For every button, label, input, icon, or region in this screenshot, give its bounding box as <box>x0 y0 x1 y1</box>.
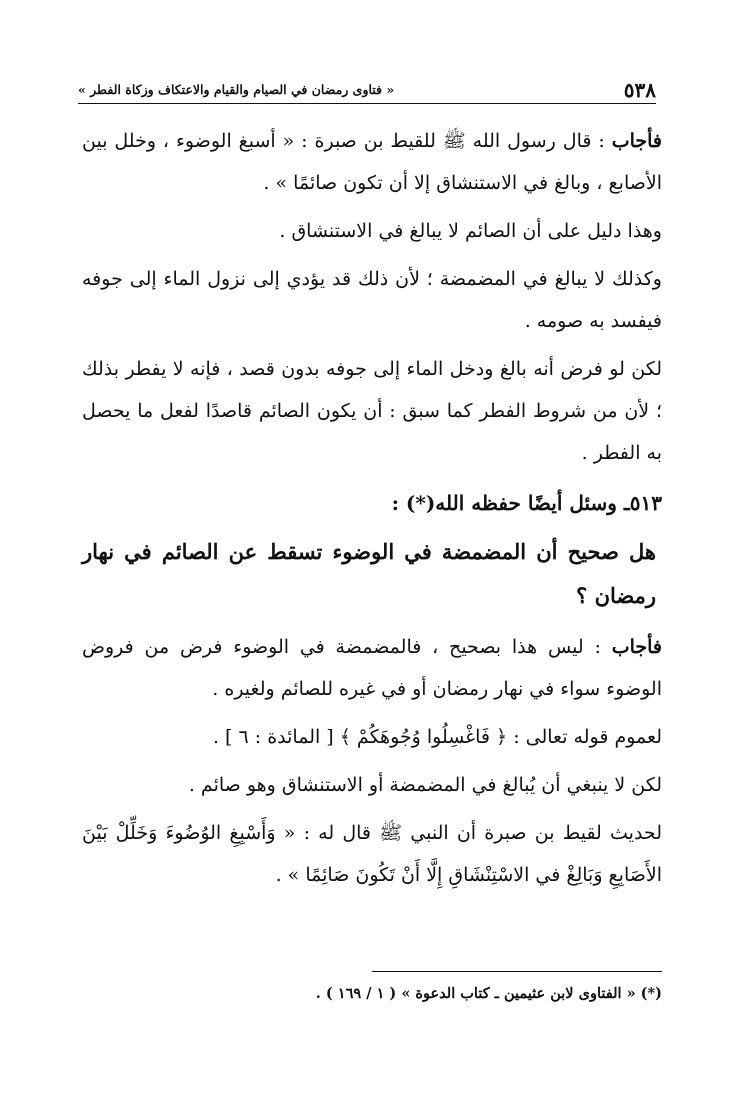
answer-text: : قال رسول الله ﷺ للقيط بن صبرة : « أسبغ الوضوء ، وخلل بين الأصابع ، وبالغ في الاستنشاق إلا أن تكون صائمًا » . <box>82 130 662 194</box>
paragraph-6: لعموم قوله تعالى : ﴿ فَاغْسِلُوا وُجُوهَكُمْ ﴾ [ المائدة : ٦ ] . <box>212 726 662 748</box>
answer-lead: فأجاب <box>611 636 662 658</box>
question-title: ٥١٣ـ وسئل أيضًا حفظه الله(*) : <box>391 491 662 515</box>
footnote-rule <box>372 971 662 972</box>
answer-text: : ليس هذا بصحيح ، فالمضمضة في الوضوء فرض من فروض الوضوء سواء في نهار رمضان أو في غيره للصائم ولغيره . <box>82 636 662 700</box>
paragraph-4: لكن لو فرض أنه بالغ ودخل الماء إلى جوفه بدون قصد ، فإنه لا يفطر بذلك ؛ لأن من شروط الفطر كما سبق : أن يكون الصائم قاصدًا لفعل ما يحصل به الفطر . <box>82 358 662 464</box>
paragraph-7: لكن لا ينبغي أن يُبالغ في المضمضة أو الاستنشاق وهو صائم . <box>188 774 662 796</box>
paragraph-answer-1 <box>82 120 662 204</box>
page-number: ٥٣٨ <box>623 78 656 102</box>
answer-lead: فأجاب <box>611 130 662 152</box>
page-header <box>78 78 656 102</box>
running-title: « فتاوى رمضان في الصيام والقيام والاعتكاف وزكاة الفطر » <box>78 82 395 97</box>
question-text: هل صحيح أن المضمضة في الوضوء تسقط عن الصائم في نهار رمضان ؟ <box>82 539 656 608</box>
page-body <box>82 120 662 902</box>
paragraph-answer-2 <box>82 626 662 710</box>
paragraph-3: وكذلك لا يبالغ في المضمضة ؛ لأن ذلك قد يؤدي إلى نزول الماء إلى جوفه فيفسد به صومه . <box>82 268 662 332</box>
footnote: (*) « الفتاوى لابن عثيمين ـ كتاب الدعوة » ( ١ / ١٦٩ ) . <box>315 985 662 1002</box>
paragraph-8: لحديث لقيط بن صبرة أن النبي ﷺ قال له : « وَأَسْبِغِ الوُضُوءَ وَخَلِّلْ بَيْنَ الأَصَابِعِ وَبَالِغْ في الاسْتِنْشَاقِ إِلَّا أَنْ تَكُونَ صَائِمًا » . <box>82 822 662 886</box>
paragraph-2: وهذا دليل على أن الصائم لا يبالغ في الاستنشاق . <box>279 220 662 242</box>
header-rule <box>78 103 656 104</box>
